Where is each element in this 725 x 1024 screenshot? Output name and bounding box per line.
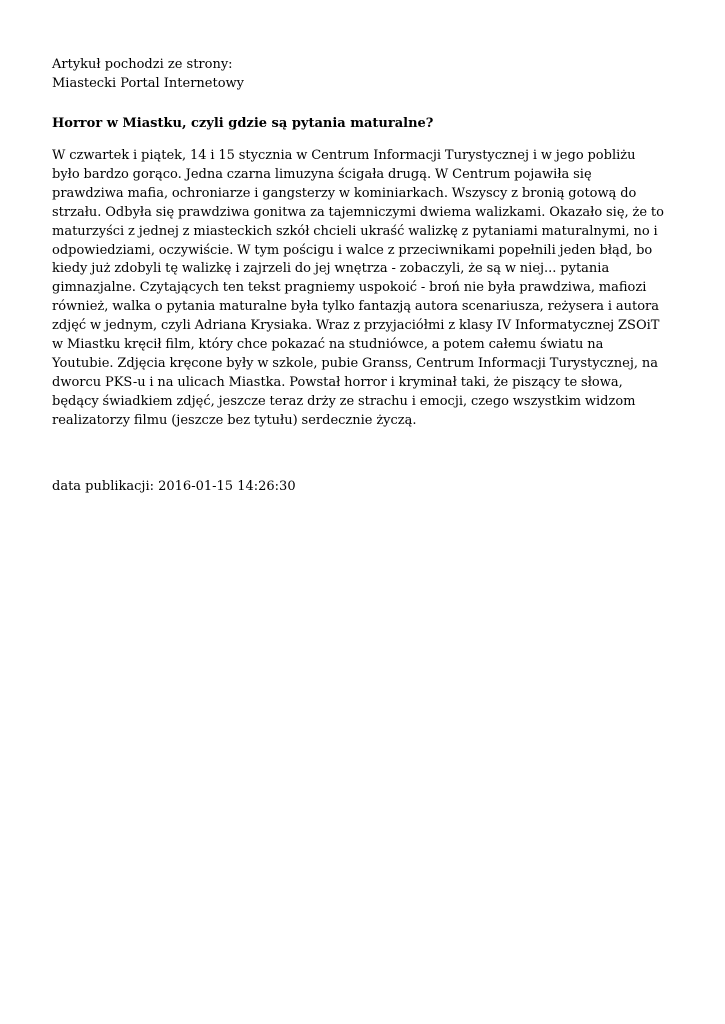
- source-note: [52, 55, 667, 93]
- source-site-name: Miastecki Portal Internetowy: [52, 76, 245, 91]
- publication-date: data publikacji: 2016-01-15 14:26:30: [52, 478, 296, 494]
- article-body: W czwartek i piątek, 14 i 15 stycznia w Centrum Informacji Turystycznej i w jego pobliżu było bardzo gorąco. Jedna czarna limuzyna ścigała drugą. W Centrum pojawiła się prawdziwa mafia, ochroniarze i gangsterzy w kominiarkach. Wszyscy z bronią gotową do strzału. Odbyła się prawdziwa gonitwa za tajemniczymi dwiema walizkami. Okazało się, że to maturzyści z jednej z miasteckich szkół chcieli ukraść walizkę z pytaniami maturalnymi, no i odpowiedziami, oczywiście. W tym pościgu i walce z przeciwnikami popełnili jeden błąd, bo kiedy już zdobyli tę walizkę i zajrzeli do jej wnętrza - zobaczyli, że są w niej... pytania gimnazjalne. Czytających ten tekst pragniemy uspokoić - broń nie była prawdziwa, mafiozi również, walka o pytania maturalne była tylko fantazją autora scenariusza, reżysera i autora zdjęć w jednym, czyli Adriana Krysiaka. Wraz z przyjaciółmi z klasy IV Informatycznej ZSOiT w Miastku kręcił film, który chce pokazać na studniówce, a potem całemu światu na Youtubie. Zdjęcia kręcone były w szkole, pubie Granss, Centrum Informacji Turystycznej, na dworcu PKS-u i na ulicach Miastka. Powstał horror i kryminał taki, że piszący te słowa, będący świadkiem zdjęć, jeszcze teraz drży ze strachu i emocji, czego wszystkim widzom realizatorzy filmu (jeszcze bez tytułu) serdecznie życzą.: [52, 148, 664, 428]
- document-page: [52, 55, 667, 496]
- article-title: Horror w Miastku, czyli gdzie są pytania maturalne?: [52, 116, 434, 131]
- source-label: Artykuł pochodzi ze strony:: [52, 57, 233, 72]
